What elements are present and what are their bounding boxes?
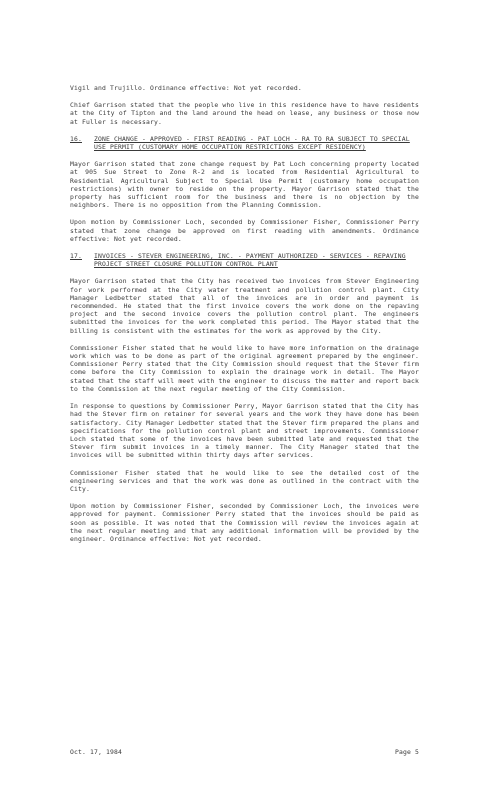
page-footer — [70, 748, 419, 756]
body-paragraph: Commissioner Fisher stated that he would like to have more information on the drainage work which was to be done as part of the original agreement prepared by the engineer. Commissioner Perry stated that the City Commission should request that the Stever firm come before the City Commission to explain the drainage work in detail. The Mayor stated that the staff will meet with the engineer to discuss the matter and report back to the Commission at the next regular meeting of the City Commission. — [70, 343, 419, 393]
body-paragraph: Vigil and Trujillo. Ordinance effective: Not yet recorded. — [70, 84, 302, 92]
agenda-item-title: INVOICES - STEVER ENGINEERING, INC. - PAYMENT AUTHORIZED - SERVICES - REPAVING PROJECT STREET CLOSURE POLLUTION CONTROL PLANT — [94, 252, 406, 269]
body-paragraph: Commissioner Fisher stated that he would like to see the detailed cost of the engineering services and that the work was done as outlined in the contract with the City. — [70, 468, 419, 493]
agenda-item-heading — [70, 135, 419, 151]
footer-date: Oct. 17, 1984 — [70, 748, 122, 756]
footer-page-number: Page 5 — [395, 748, 419, 756]
agenda-item-number: 16. — [70, 134, 82, 143]
body-paragraph: Upon motion by Commissioner Loch, seconded by Commissioner Fisher, Commissioner Perry stated that zone change be approved on first reading with amendments. Ordinance effective: Not yet recorded. — [70, 218, 419, 243]
agenda-item-number: 17. — [70, 252, 82, 261]
body-paragraph: In response to questions by Commissioner Perry, Mayor Garrison stated that the City has had the Stever firm on retainer for several years and the work they have done has been satisfactory. City Manager Ledbetter stated that the Stever firm prepared the plans and specifications for the pollution control plant and street improvements. Commissioner Loch stated that some of the invoices have been submitted late and requested that the Stever firm submit invoices in a timely manner. The City Manager stated that the invoices will be submitted within thirty days after services. — [70, 402, 419, 460]
agenda-item-title: ZONE CHANGE - APPROVED - FIRST READING - PAT LOCH - RA TO RA SUBJECT TO SPECIAL USE PERMIT (CUSTOMARY HOME OCCUPATION RESTRICTIONS EXCEPT RESIDENCY) — [94, 134, 410, 152]
document-body — [70, 84, 419, 543]
body-paragraph: Mayor Garrison stated that zone change request by Pat Loch concerning property located at 905 Sue Street to Zone R-2 and is located from Residential Agricultural to Residential Agricultural Subject to Special Use Permit (customary home occupation restrictions) with owner to reside on the property. Mayor Garrison stated that the property has sufficient room for the business and there is no objection by the neighbors. There is no opposition from the Planning Commission. — [70, 160, 419, 210]
body-paragraph: Mayor Garrison stated that the City has received two invoices from Stever Engineering for work performed at the City water treatment and pollution control plant. City Manager Ledbetter stated that all of the invoices are in order and payment is recommended. He stated that the first invoice covers the work done on the repaving project and the second invoice covers the pollution control plant. The engineers submitted the invoices for the work completed this period. The Mayor stated that the billing is consistent with the estimates for the work as approved by the City. — [70, 277, 419, 335]
body-paragraph: Chief Garrison stated that the people who live in this residence have to have residents at the City of Tipton and the land around the head on lease, any business or those now at Fuller is necessary. — [70, 101, 419, 126]
agenda-item-heading — [70, 252, 419, 268]
body-paragraph: Upon motion by Commissioner Fisher, seconded by Commissioner Loch, the invoices were approved for payment. Commissioner Perry stated that the invoices should be paid as soon as possible. It was noted that the Commission will review the invoices again at the next regular meeting and that any additional information will be provided by the engineer. Ordinance effective: Not yet recorded. — [70, 502, 419, 543]
